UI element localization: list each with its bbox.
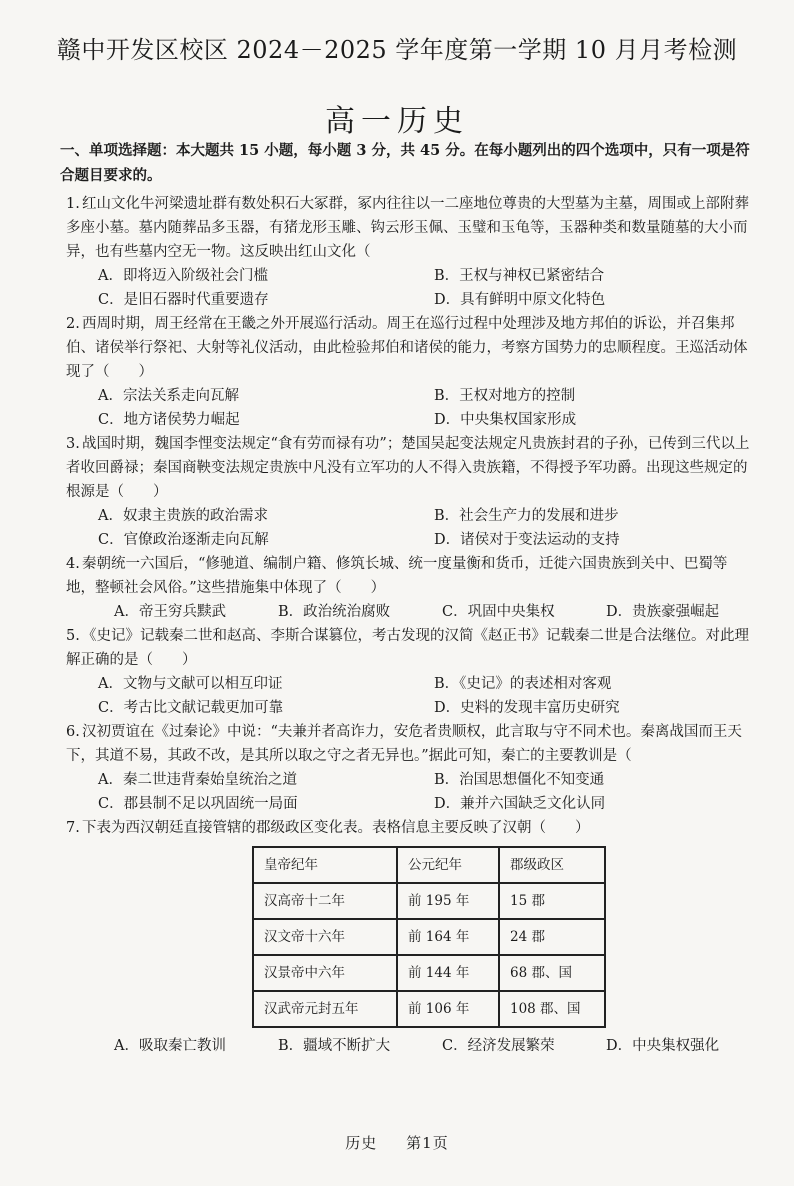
question-stem [66, 816, 750, 840]
footer-page-number: 第1页 [406, 1134, 449, 1152]
question-5 [66, 624, 750, 720]
table-cell: 汉文帝十六年 [253, 919, 397, 955]
question-7 [66, 816, 750, 1058]
option-a[interactable]: A．吸取秦亡教训 [114, 1038, 226, 1054]
table-cell: 108 郡、国 [499, 991, 605, 1027]
option-d[interactable]: D．史料的发现丰富历史研究 [434, 700, 620, 716]
table-row [253, 955, 605, 991]
question-6 [66, 720, 750, 816]
question-stem [66, 720, 750, 768]
option-a[interactable]: A．秦二世违背秦始皇统治之道 [98, 772, 297, 788]
table-cell: 前 164 年 [397, 919, 499, 955]
question-stem [66, 552, 750, 600]
option-c[interactable]: C．地方诸侯势力崛起 [98, 412, 240, 428]
table-cell: 68 郡、国 [499, 955, 605, 991]
table-header-cell: 郡级政区 [499, 847, 605, 883]
option-a[interactable]: A．即将迈入阶级社会门槛 [98, 268, 268, 284]
question-stem [66, 312, 750, 384]
option-c[interactable]: C．考古比文献记载更加可靠 [98, 700, 284, 716]
table-header-cell: 公元纪年 [397, 847, 499, 883]
table-cell: 汉武帝元封五年 [253, 991, 397, 1027]
question-number: 1. [66, 196, 80, 212]
option-b[interactable]: B．社会生产力的发展和进步 [434, 508, 619, 524]
option-a[interactable]: A．奴隶主贵族的政治需求 [98, 508, 268, 524]
table-row [253, 991, 605, 1027]
table-row [253, 919, 605, 955]
page-footer [0, 1132, 794, 1153]
question-number: 6. [66, 724, 80, 740]
option-group [66, 672, 750, 720]
question-text: 秦朝统一六国后，“修驰道、编制户籍、修筑长城、统一度量衡和货币，迁徙六国贵族到关中、巴蜀等地，整顿社会风俗。”这些措施集中体现了（ ） [66, 556, 728, 596]
question-text: 下表为西汉朝廷直接管辖的郡级政区变化表。表格信息主要反映了汉朝（ ） [82, 820, 590, 836]
question-4 [66, 552, 750, 624]
option-c[interactable]: C．郡县制不足以巩固统一局面 [98, 796, 298, 812]
question-text: 红山文化牛河梁遗址群有数处积石大冢群，冢内往往以一二座地位尊贵的大型墓为主墓，周围或上部附葬多座小墓。墓内随葬品多玉器，有猪龙形玉雕、钩云形玉佩、玉璧和玉龟等，玉器种类和数量随墓的大小而异，也有些墓内空无一物。这反映出红山文化（ [66, 196, 749, 260]
option-c[interactable]: C．巩固中央集权 [442, 604, 555, 620]
table-cell: 汉景帝中六年 [253, 955, 397, 991]
option-a[interactable]: A．帝王穷兵黩武 [114, 604, 226, 620]
question-number: 2. [66, 316, 80, 332]
option-a[interactable]: A．宗法关系走向瓦解 [98, 388, 239, 404]
question-text: 战国时期，魏国李悝变法规定“食有劳而禄有功”；楚国吴起变法规定凡贵族封君的子孙，已传到三代以上者收回爵禄；秦国商鞅变法规定贵族中凡没有立军功的人不得入贵族籍，不得授予军功爵。出现这些规定的根源是（ ） [66, 436, 750, 500]
option-d[interactable]: D．中央集权国家形成 [434, 412, 577, 428]
question-number: 4. [66, 556, 80, 572]
question-number: 5. [66, 628, 80, 644]
option-b[interactable]: B．疆域不断扩大 [278, 1038, 391, 1054]
option-c[interactable]: C．经济发展繁荣 [442, 1038, 555, 1054]
table-cell: 24 郡 [499, 919, 605, 955]
table-header-cell: 皇帝纪年 [253, 847, 397, 883]
subject-title: 高一历史 [325, 104, 469, 139]
option-d[interactable]: D．具有鲜明中原文化特色 [434, 292, 606, 308]
option-b[interactable]: B．《史记》的表述相对客观 [434, 676, 612, 692]
table-cell: 汉高帝十二年 [253, 883, 397, 919]
option-d[interactable]: D．贵族豪强崛起 [606, 604, 720, 620]
option-b[interactable]: B．王权对地方的控制 [434, 388, 576, 404]
option-a[interactable]: A．文物与文献可以相互印证 [98, 676, 283, 692]
footer-subject: 历史 [345, 1134, 378, 1152]
table-row [253, 883, 605, 919]
table-cell: 前 144 年 [397, 955, 499, 991]
question-1 [66, 192, 750, 312]
table-cell: 前 195 年 [397, 883, 499, 919]
question-number: 3. [66, 436, 80, 452]
option-d[interactable]: D．中央集权强化 [606, 1038, 720, 1054]
question-text: 汉初贾谊在《过秦论》中说：“夫兼并者高诈力，安危者贵顺权，此言取与守不同术也。秦离战国而王天下，其道不易，其政不改，是其所以取之守之者无异也。”据此可知，秦亡的主要教训是（ [66, 724, 742, 764]
question-2 [66, 312, 750, 432]
question-stem [66, 192, 750, 264]
question-text: 《史记》记载秦二世和赵高、李斯合谋篡位，考古发现的汉简《赵正书》记载秦二世是合法继位。对此理解正确的是（ ） [66, 628, 749, 668]
table-cell: 前 106 年 [397, 991, 499, 1027]
option-group [66, 1034, 750, 1058]
option-d[interactable]: D．兼并六国缺乏文化认同 [434, 796, 606, 812]
question-stem [66, 624, 750, 672]
option-group [66, 384, 750, 432]
option-b[interactable]: B．政治统治腐败 [278, 604, 391, 620]
option-d[interactable]: D．诸侯对于变法运动的支持 [434, 532, 620, 548]
commandery-table [252, 846, 606, 1028]
question-text: 西周时期，周王经常在王畿之外开展巡行活动。周王在巡行过程中处理涉及地方邦伯的诉讼，并召集邦伯、诸侯举行祭祀、大射等礼仪活动，由此检验邦伯和诸侯的能力，考察方国势力的忠顺程度。王巡活动体现了（ ） [66, 316, 748, 380]
option-group [66, 504, 750, 552]
question-stem [66, 432, 750, 504]
table-header-row [253, 847, 605, 883]
section-heading: 一、单项选择题：本大题共 15 小题，每小题 3 分，共 45 分。在每小题列出的四个选项中，只有一项是符合题目要求的。 [60, 142, 750, 184]
question-list [66, 192, 750, 1058]
option-c[interactable]: C．官僚政治逐渐走向瓦解 [98, 532, 269, 548]
option-group [66, 264, 750, 312]
table-cell: 15 郡 [499, 883, 605, 919]
option-b[interactable]: B．治国思想僵化不知变通 [434, 772, 605, 788]
option-b[interactable]: B．王权与神权已紧密结合 [434, 268, 605, 284]
question-3 [66, 432, 750, 552]
exam-title: 赣中开发区校区 2024－2025 学年度第一学期 10 月月考检测 [56, 36, 738, 64]
option-c[interactable]: C．是旧石器时代重要遗存 [98, 292, 269, 308]
option-group [66, 768, 750, 816]
question-number: 7. [66, 820, 80, 836]
option-group [66, 600, 750, 624]
